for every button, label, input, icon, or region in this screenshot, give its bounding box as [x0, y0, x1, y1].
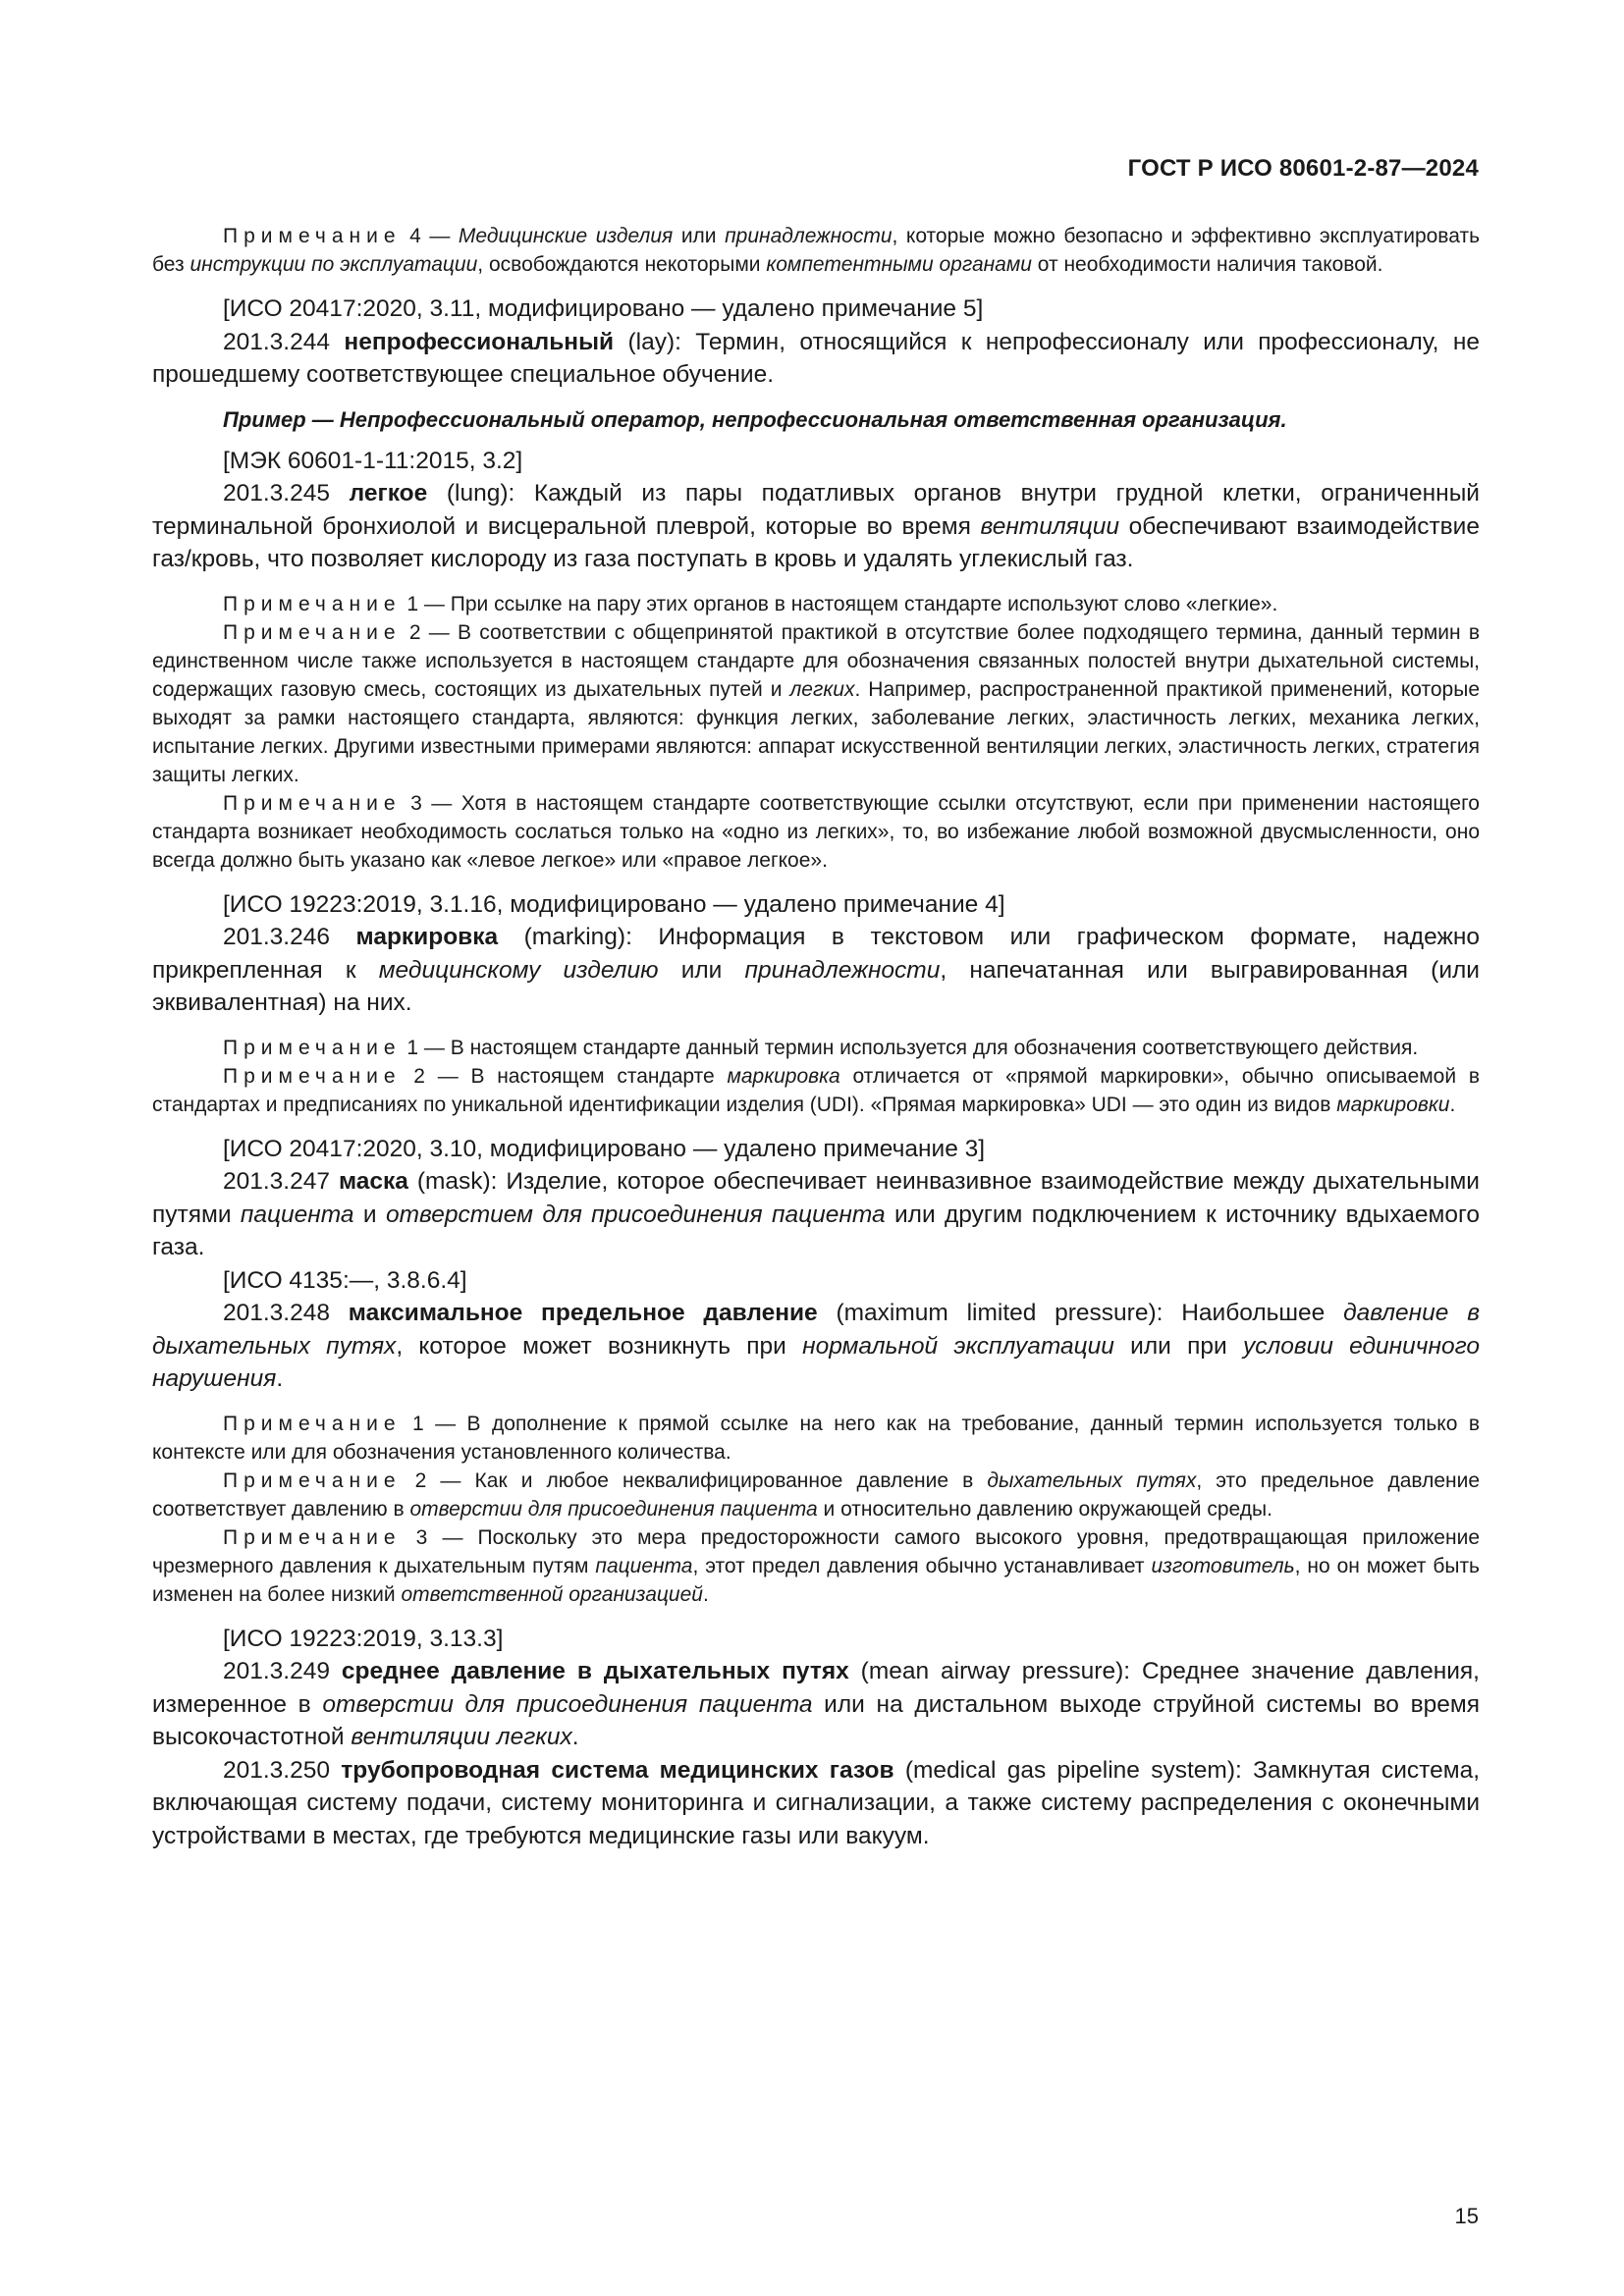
text-run: 3 — Хотя в настоящем стандарте соответствующие ссылки отсутствуют, если при применении настоящего стандарта возникает необходимость сослаться только на «одно из легких», то, во избежание любой возможной двусмысленности, оно всегда должно быть указано как «левое легкое» или «правое легкое». [152, 791, 1480, 872]
italic-term: отверстии для присоединения пациента [409, 1497, 818, 1521]
text-run: (maximum limited pressure): Наибольшее [817, 1300, 1344, 1326]
text-run: отличается от «прямой маркировки», обычно описываемой в стандартах и предписаниях по уникальной идентификации изделия (UDI). «Прямая маркировка» UDI — это один из видов [152, 1064, 1480, 1116]
note-label: Примечание [223, 791, 402, 815]
term-number: 201.3.249 [223, 1658, 342, 1684]
text-run: или на дистальном выходе струйной системы во время высокочастотной [152, 1690, 1480, 1750]
text-run: или [658, 956, 745, 984]
italic-term: вентиляции легких [351, 1724, 572, 1750]
text-run: 4 — [401, 225, 459, 247]
text-run: (lung): Каждый из пары податливых органов внутри грудной клетки, ограниченный терминальной бронхиолой и висцеральной плеврой, которые во время [152, 480, 1480, 540]
note-paragraph [152, 1523, 1480, 1609]
term-definition-247 [152, 1165, 1480, 1264]
reference: [ИСО 19223:2019, 3.13.3] [223, 1625, 504, 1652]
note-label: Примечание [223, 1412, 402, 1435]
text-run: 2 — В настоящем стандарте [401, 1064, 728, 1088]
term-definition-248 [152, 1297, 1480, 1396]
note-paragraph [152, 1467, 1480, 1523]
term-name: среднее давление в дыхательных путях [341, 1658, 849, 1684]
text-run: , которые можно безопасно и эффективно эксплуатировать без [152, 225, 1481, 276]
text-run: , которое может возникнуть при [396, 1332, 803, 1360]
text-run: 2 — Как и любое неквалифицированное давление в [401, 1468, 988, 1492]
reference: [ИСО 20417:2020, 3.11, модифицировано — удалено примечание 5] [223, 295, 984, 322]
italic-term: легких [789, 677, 855, 701]
document-body [152, 222, 1480, 1852]
italic-term: отверстии для присоединения пациента [322, 1690, 813, 1718]
text-run: (lay): Термин, относящийся к непрофессионалу или профессионалу, не прошедшему соответствующее специальное обучение. [152, 328, 1481, 388]
text-run: и [353, 1201, 386, 1228]
italic-term: отверстием для присоединения пациента [385, 1201, 886, 1228]
text-run: обеспечивают взаимодействие газ/кровь, что позволяет кислороду из газа поступать в кровь и удалять углекислый газ. [152, 512, 1480, 572]
italic-term: вентиляции [980, 512, 1120, 540]
text-run: и относительно давлению окружающей среды. [817, 1497, 1272, 1521]
example-paragraph: Пример — Непрофессиональный оператор, непрофессиональная ответственная организация. [223, 406, 1287, 432]
text-run: или [673, 225, 726, 247]
italic-term: ответственной организацией [401, 1582, 703, 1606]
text-run: 2 — В соответствии с общепринятой практикой в отсутствие более подходящего термина, данный термин в единственном числе также используется в настоящем стандарте для обозначения связанных полостей внутри дыхательной системы, содержащих газовую смесь, состоящих из дыхательных путей и [152, 620, 1480, 701]
italic-term: принадлежности [744, 956, 941, 984]
term-name: маска [338, 1168, 408, 1195]
term-name: непрофессиональный [344, 328, 615, 355]
italic-term: принадлежности [725, 225, 893, 247]
note-paragraph [152, 590, 1480, 618]
term-definition-250 [152, 1754, 1480, 1853]
reference: [ИСО 20417:2020, 3.10, модифицировано — удалено примечание 3] [223, 1135, 986, 1162]
text-run: (mean airway pressure): Среднее значение давления, измеренное в [152, 1658, 1480, 1718]
text-run: , освобождаются некоторыми [477, 253, 767, 276]
term-name: максимальное предельное давление [348, 1300, 818, 1326]
text-run: , этот предел давления обычно устанавливает [692, 1554, 1152, 1577]
text-run: 1 — В дополнение к прямой ссылке на него как на требование, данный термин используется только в контексте или для обозначения установленного количества. [152, 1412, 1480, 1464]
note-label: Примечание [223, 620, 402, 644]
text-run: от необходимости наличия таковой. [1031, 253, 1383, 276]
note-label: Примечание [223, 1525, 402, 1549]
term-number: 201.3.250 [223, 1756, 342, 1784]
italic-term: компетентными органами [766, 253, 1032, 276]
note-label: Примечание [223, 225, 402, 247]
term-number: 201.3.244 [223, 328, 345, 355]
note-label: Примечание [223, 1064, 402, 1088]
reference: [ИСО 19223:2019, 3.1.16, модифицировано — удалено примечание 4] [223, 890, 1005, 918]
italic-term: дыхательных путях [987, 1468, 1197, 1492]
note-label: Примечание [223, 1468, 402, 1492]
term-number: 201.3.246 [223, 924, 356, 950]
italic-term: инструкции по эксплуатации [189, 253, 478, 276]
note-label: Примечание [223, 1036, 402, 1059]
italic-term: Медицинские изделия [458, 225, 674, 247]
italic-term: маркировки [1336, 1093, 1450, 1116]
italic-term: условии единичного нарушения [152, 1332, 1481, 1392]
term-definition-245 [152, 477, 1480, 576]
text-run: , но он может быть изменен на более низкий [152, 1554, 1480, 1606]
term-definition-246 [152, 921, 1480, 1020]
text-run: 1 — В настоящем стандарте данный термин используется для обозначения соответствующего действия. [401, 1036, 1419, 1059]
italic-term: медицинскому изделию [378, 956, 659, 984]
text-run: (mask): Изделие, которое обеспечивает неинвазивное взаимодействие между дыхательными путями [152, 1168, 1480, 1228]
text-run: или другим подключением к источнику вдыхаемого газа. [152, 1201, 1481, 1260]
text-run: . [276, 1365, 284, 1392]
note-paragraph [152, 1410, 1480, 1467]
term-number: 201.3.245 [223, 480, 350, 507]
reference: [МЭК 60601-1-11:2015, 3.2] [223, 447, 523, 474]
italic-term: давление в дыхательных путях [152, 1300, 1480, 1360]
text-run: . [702, 1582, 709, 1606]
text-run: (marking): Информация в текстовом или графическом формате, надежно прикрепленная к [152, 924, 1480, 984]
note-paragraph [152, 1062, 1480, 1119]
italic-term: изготовитель [1151, 1554, 1295, 1577]
reference: [ИСО 4135:—, 3.8.6.4] [223, 1266, 467, 1294]
italic-term: пациента [595, 1554, 693, 1577]
text-run: , напечатанная или выгравированная (или эквивалентная) на них. [152, 956, 1480, 1016]
text-run: или при [1113, 1332, 1243, 1360]
note-paragraph [152, 1034, 1480, 1062]
document-header: ГОСТ Р ИСО 80601-2-87—2024 [1127, 155, 1479, 182]
note-label: Примечание [223, 592, 402, 615]
text-run: (medical gas pipeline system): Замкнутая система, включающая систему подачи, систему мониторинга и сигнализации, а также систему распределения с оконечными устройствами в местах, где требуются медицинские газы или вакуум. [152, 1756, 1480, 1849]
term-definition-244 [152, 326, 1480, 392]
italic-term: маркировка [727, 1064, 840, 1088]
note-paragraph [152, 789, 1480, 875]
term-name: маркировка [355, 924, 499, 950]
text-run: . [571, 1724, 579, 1750]
note-paragraph [152, 618, 1480, 789]
term-name: легкое [349, 480, 428, 507]
text-run: 3 — Поскольку это мера предосторожности самого высокого уровня, предотвращающая приложение чрезмерного давления к дыхательным путям [152, 1525, 1480, 1577]
text-run: . Например, распространенной практикой применений, которые выходят за рамки настоящего стандарта, являются: функция легких, заболевание легких, эластичность легких, механика легких, испытание легких. Другими известными примерами являются: аппарат искусственной вентиляции легких, эластичность легких, стратегия защиты легких. [152, 677, 1480, 786]
term-number: 201.3.248 [223, 1300, 349, 1326]
text-run: 1 — При ссылке на пару этих органов в настоящем стандарте используют слово «легкие». [401, 592, 1278, 615]
page-number: 15 [1454, 2204, 1479, 2228]
term-name: трубопроводная система медицинских газов [341, 1756, 894, 1784]
italic-term: пациента [240, 1201, 354, 1228]
text-run: , это предельное давление соответствует давлению в [152, 1468, 1481, 1521]
term-number: 201.3.247 [223, 1168, 339, 1195]
text-run: . [1449, 1093, 1456, 1116]
note-paragraph [152, 222, 1480, 279]
italic-term: нормальной эксплуатации [802, 1332, 1114, 1360]
term-definition-249 [152, 1655, 1480, 1754]
